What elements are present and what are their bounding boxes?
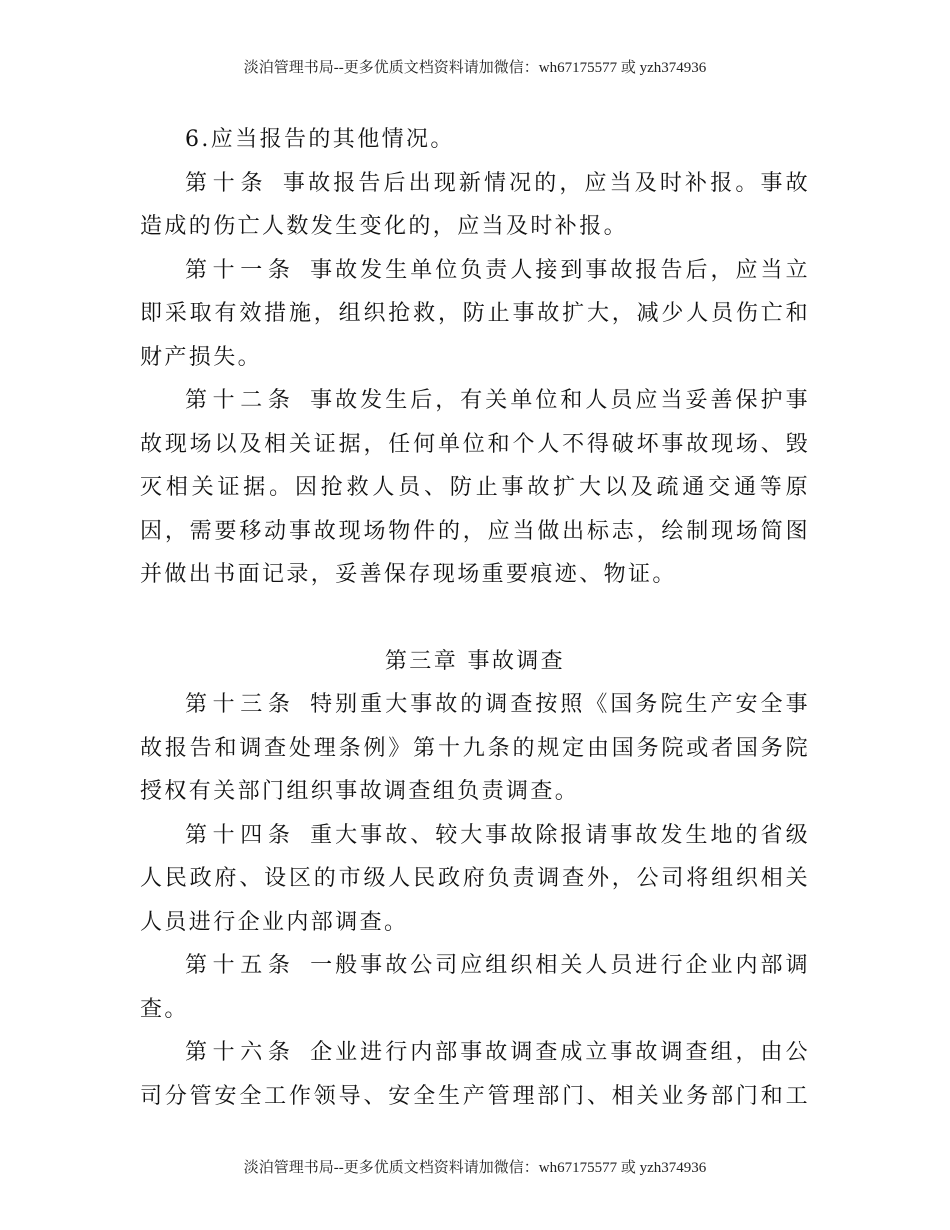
article-10-paragraph — [140, 162, 810, 249]
article-12-paragraph — [140, 379, 810, 597]
article-15-paragraph — [140, 944, 810, 1031]
article-15-text: 一般事故公司应组织相关人员进行企业内部调查。 — [140, 953, 810, 1022]
article-16-number: 第十六条 — [185, 1040, 296, 1065]
page-footer: 淡泊管理书局--更多优质文档资料请加微信：wh67175577 或 yzh374936 — [243, 1160, 707, 1176]
article-16-paragraph — [140, 1031, 810, 1118]
article-11-paragraph — [140, 249, 810, 380]
article-13-number: 第十三条 — [185, 692, 296, 717]
document-body — [140, 118, 810, 1118]
article-13-text: 特别重大事故的调查按照《国务院生产安全事故报告和调查处理条例》第十九条的规定由国务院或者国务院授权有关部门组织事故调查组负责调查。 — [140, 692, 810, 804]
article-13-paragraph — [140, 683, 810, 814]
article-10-number: 第十条 — [185, 170, 269, 196]
article-12-number: 第十二条 — [185, 388, 296, 413]
article-15-number: 第十五条 — [185, 953, 296, 978]
article-16-text: 企业进行内部事故调查成立事故调查组，由公司分管安全工作领导、安全生产管理部门、相关业务部门和工 — [140, 1040, 810, 1109]
item-6-text: 6.应当报告的其他情况。 — [185, 127, 455, 152]
article-14-text: 重大事故、较大事故除报请事故发生地的省级人民政府、设区的市级人民政府负责调查外，公司将组织相关人员进行企业内部调查。 — [140, 822, 810, 935]
article-11-text: 事故发生单位负责人接到事故报告后，应当立即采取有效措施，组织抢救，防止事故扩大，减少人员伤亡和财产损失。 — [140, 257, 810, 370]
article-11-number: 第十一条 — [185, 257, 296, 283]
article-10-text: 事故报告后出现新情况的，应当及时补报。事故造成的伤亡人数发生变化的，应当及时补报。 — [140, 170, 810, 239]
article-12-text: 事故发生后，有关单位和人员应当妥善保护事故现场以及相关证据，任何单位和个人不得破坏事故现场、毁灭相关证据。因抢救人员、防止事故扩大以及疏通交通等原因，需要移动事故现场物件的，应当做出标志，绘制现场简图并做出书面记录，妥善保存现场重要痕迹、物证。 — [140, 388, 810, 587]
article-14-number: 第十四条 — [185, 822, 296, 848]
item-6-paragraph — [140, 118, 810, 162]
page-header: 淡泊管理书局--更多优质文档资料请加微信：wh67175577 或 yzh374936 — [243, 60, 707, 76]
chapter-3-heading: 第三章 事故调查 — [384, 648, 566, 674]
article-14-paragraph — [140, 814, 810, 945]
